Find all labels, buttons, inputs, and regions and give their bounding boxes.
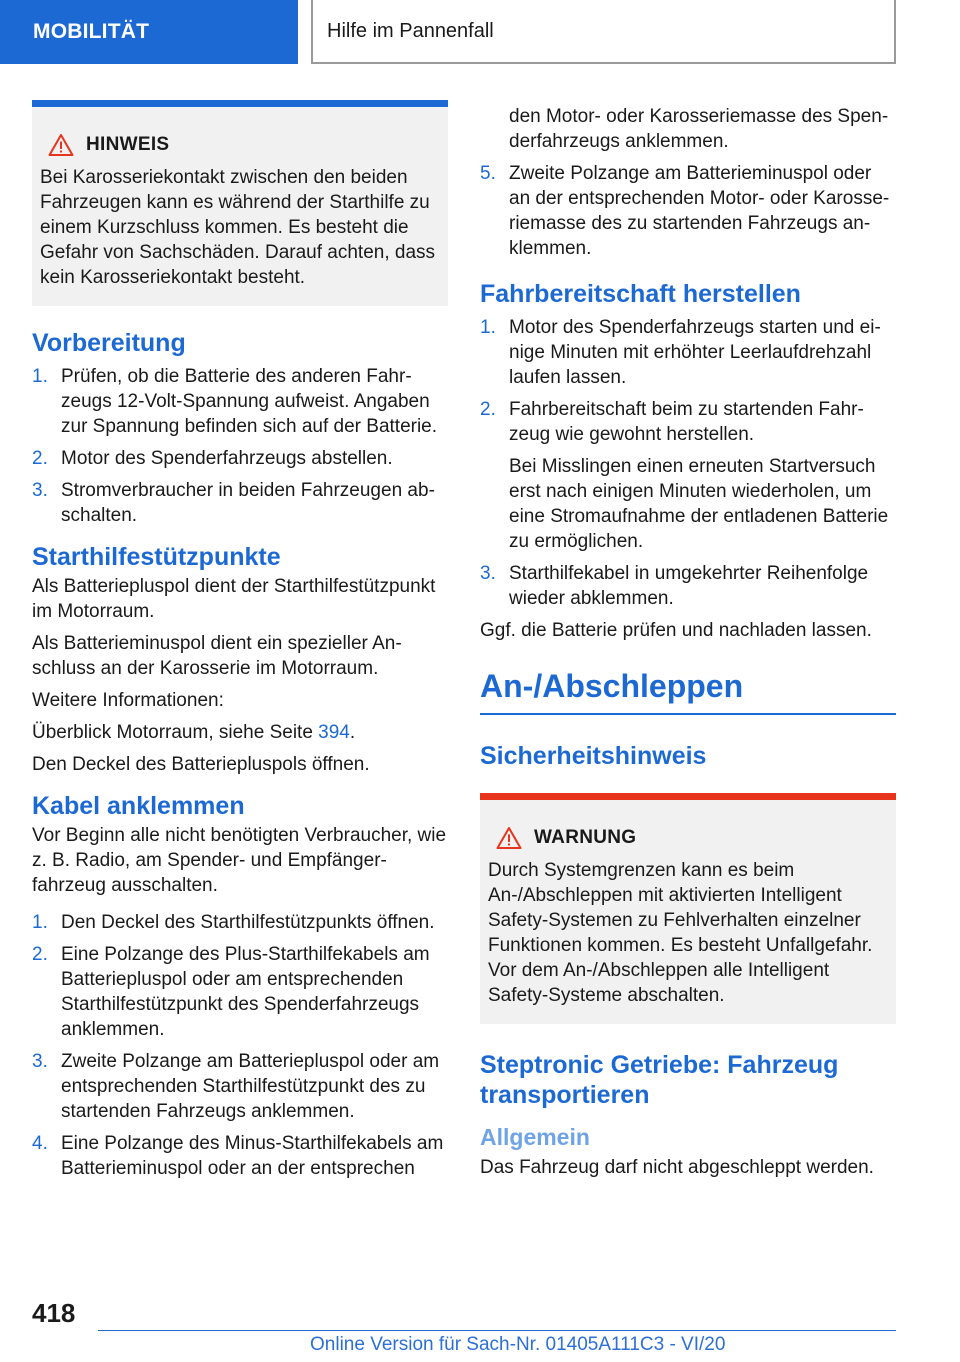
- step-number: 3.: [480, 563, 496, 584]
- list-item: [480, 397, 896, 554]
- heading-fahrbereitschaft: Fahrbereitschaft herstellen: [480, 280, 801, 308]
- chapter-label: Hilfe im Pannenfall: [327, 19, 494, 42]
- hinweis-notice: [32, 100, 448, 306]
- step-number: 2.: [32, 944, 48, 965]
- step-number: 1.: [32, 366, 48, 387]
- right-column: [480, 104, 896, 1187]
- list-item: [32, 1049, 448, 1124]
- paragraph: Ggf. die Batterie prüfen und nachladen lassen.: [480, 620, 872, 641]
- heading-an-abschleppen: An-/Abschleppen: [480, 667, 896, 715]
- kabel-steps-continued: [480, 161, 896, 261]
- step-continuation: den Motor- oder Karosseriemasse des Spenderfahrzeugs anklemmen.: [509, 106, 889, 152]
- paragraph: Als Batterieminuspol dient ein spezieller Anschluss an der Karosserie im Motorraum.: [32, 633, 402, 679]
- step-number: 2.: [32, 448, 48, 469]
- notice-title-text: WARNUNG: [534, 827, 637, 848]
- step-text: Eine Polzange des Minus-Starthilfekabels am Batterieminuspol oder an der entsprechen: [61, 1133, 444, 1179]
- paragraph-crossref: [32, 720, 448, 745]
- step-main-text: Fahrbereitschaft beim zu startenden Fahrzeug wie gewohnt herstellen.: [509, 399, 864, 445]
- step-text: Prüfen, ob die Batterie des anderen Fahrzeugs 12-Volt-Spannung aufweist. Angaben zur Spannung befinden sich auf der Batterie.: [61, 366, 438, 437]
- paragraph: Als Batteriepluspol dient der Starthilfestützpunkt im Motorraum.: [32, 576, 436, 622]
- step-text: Zweite Polzange am Batteriepluspol oder am entsprechenden Starthilfestützpunkt des zu startenden Fahrzeugs anklemmen.: [61, 1051, 440, 1122]
- crossref-suffix: .: [349, 722, 356, 743]
- heading-vorbereitung: Vorbereitung: [32, 329, 186, 357]
- step-text: Motor des Spenderfahrzeugs starten und einige Minuten mit erhöhter Leerlaufdrehzahl laufen lassen.: [509, 317, 881, 388]
- paragraph: Vor Beginn alle nicht benötigten Verbraucher, wie z. B. Radio, am Spender- und Empfängerfahrzeug ausschalten.: [32, 825, 447, 896]
- footer-online-version: Online Version für Sach-Nr. 01405A111C3 - VI/20: [310, 1334, 726, 1355]
- list-item: [32, 446, 448, 471]
- step-text: Zweite Polzange am Batterieminuspol oder an der entsprechenden Motor- oder Karosseriemasse des zu startenden Fahrzeugs anklemmen.: [509, 163, 890, 259]
- fahrbereitschaft-steps: [480, 315, 896, 611]
- list-item: [480, 561, 896, 611]
- list-item: [32, 910, 448, 935]
- heading-allgemein: Allgemein: [480, 1124, 590, 1150]
- heading-sicherheitshinweis: Sicherheitshinweis: [480, 742, 707, 770]
- step-text: Stromverbraucher in beiden Fahrzeugen abschalten.: [61, 480, 435, 526]
- step-number: 3.: [32, 1051, 48, 1072]
- list-item: [32, 478, 448, 528]
- heading-steptronic: Steptronic Getriebe: Fahrzeug transportieren: [480, 1051, 839, 1109]
- step-number: 3.: [32, 480, 48, 501]
- notice-title: [496, 826, 888, 850]
- step-text: Starthilfekabel in umgekehrter Reihenfolge wieder abklemmen.: [509, 563, 869, 609]
- vorbereitung-steps: [32, 364, 448, 528]
- step-number: 1.: [480, 317, 496, 338]
- list-item: [32, 364, 448, 439]
- step-number: 5.: [480, 163, 496, 184]
- left-column: [32, 100, 448, 1188]
- warnung-notice: [480, 793, 896, 1024]
- paragraph: Den Deckel des Batteriepluspols öffnen.: [32, 754, 370, 775]
- warning-triangle-icon: [48, 133, 74, 157]
- step-sub-text: Bei Misslingen einen erneuten Startversuch erst nach einigen Minuten wiederholen, um eine Stromaufnahme der entladenen Batterie zu ermöglichen.: [509, 456, 889, 552]
- step-number: 2.: [480, 399, 496, 420]
- list-item: [32, 942, 448, 1042]
- step-number: 1.: [32, 912, 48, 933]
- notice-title: [48, 133, 440, 157]
- step-text: Den Deckel des Starthilfestützpunkts öffnen.: [61, 912, 435, 933]
- page-link[interactable]: 394: [318, 722, 350, 743]
- section-tab: [0, 0, 298, 64]
- step-text: [509, 397, 896, 554]
- list-item: [480, 315, 896, 390]
- warning-triangle-icon: [496, 826, 522, 850]
- step-text: Eine Polzange des Plus-Starthilfekabels am Batteriepluspol oder am entsprechenden Starthilfestützpunkt des Spenderfahrzeugs anklemmen.: [61, 944, 430, 1040]
- list-item: [32, 1131, 448, 1181]
- notice-title-text: HINWEIS: [86, 134, 170, 155]
- footer-divider: [98, 1330, 896, 1331]
- crossref-text: Überblick Motorraum, siehe Seite: [32, 722, 319, 743]
- page-number: 418: [32, 1298, 76, 1328]
- list-item: [480, 161, 896, 261]
- paragraph: Das Fahrzeug darf nicht abgeschleppt werden.: [480, 1157, 874, 1178]
- heading-starthilfestuetzpunkte: Starthilfestützpunkte: [32, 543, 281, 571]
- heading-kabel-anklemmen: Kabel anklemmen: [32, 792, 245, 820]
- step-number: 4.: [32, 1133, 48, 1154]
- step-text: Motor des Spenderfahrzeugs abstellen.: [61, 448, 393, 469]
- notice-text: Bei Karosseriekontakt zwischen den beiden Fahrzeugen kann es während der Starthilfe zu einem Kurzschluss kommen. Es besteht die Gefahr von Sachschäden. Darauf achten, dass kein Karosseriekontakt besteht.: [40, 167, 436, 288]
- paragraph: Weitere Informationen:: [32, 690, 224, 711]
- kabel-steps: [32, 910, 448, 1181]
- chapter-tab: [311, 0, 896, 64]
- notice-text: Durch Systemgrenzen kann es beim An-/Abschleppen mit aktivierten Intelligent Safety-Systemen zu Fehlverhalten einzelner Funktionen kommen. Es besteht Unfallgefahr. Vor dem An-/Abschleppen alle Intelligent Safety-Systeme abschalten.: [488, 860, 873, 1006]
- section-label: MOBILITÄT: [33, 20, 150, 43]
